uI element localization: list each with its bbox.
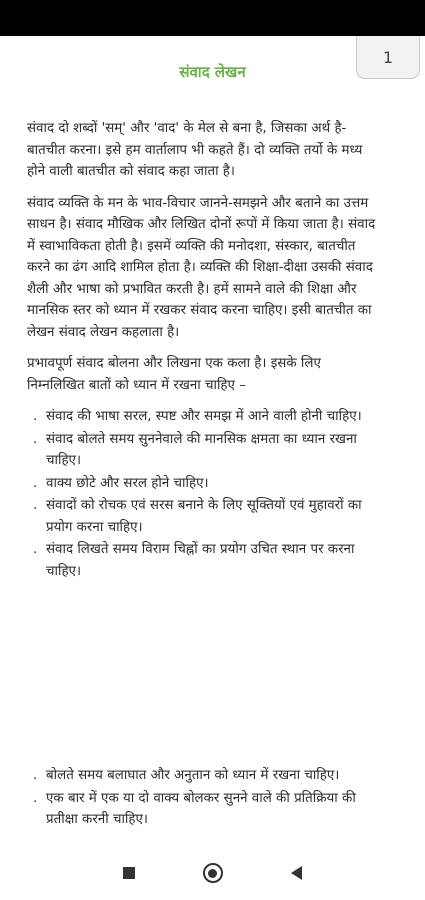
bullet-mark: .	[33, 431, 38, 447]
list-item	[27, 406, 382, 428]
circle-icon	[203, 863, 223, 883]
list-item	[27, 765, 382, 787]
guidelines-list-continued	[27, 765, 382, 831]
recents-button[interactable]	[117, 861, 141, 885]
bullet-mark: .	[33, 790, 38, 806]
bullet-mark: .	[33, 768, 38, 783]
list-item-text: वाक्य छोटे और सरल होने चाहिए।	[46, 475, 209, 491]
status-bar	[0, 0, 425, 36]
bullet-mark: .	[33, 475, 38, 491]
list-item-text: संवाद लिखते समय विराम चिह्नों का प्रयोग उचित स्थान पर करना चाहिए।	[46, 542, 355, 579]
page-title: संवाद लेखन	[179, 63, 246, 81]
square-icon	[123, 867, 135, 879]
bullet-mark: .	[33, 498, 38, 513]
back-button[interactable]	[285, 861, 309, 885]
list-item-text: संवादों को रोचक एवं सरस बनाने के लिए सूक्तियों एवं मुहावरों का प्रयोग करना चाहिए।	[46, 498, 362, 535]
document-content	[27, 118, 382, 583]
list-item-text: संवाद बोलते समय सुननेवाले की मानसिक क्षमता का ध्यान रखना चाहिए।	[46, 431, 357, 468]
navigation-bar	[0, 846, 425, 900]
list-item	[27, 429, 382, 472]
list-item	[27, 539, 382, 582]
list-item	[27, 473, 382, 495]
guidelines-list	[27, 406, 382, 582]
list-item	[27, 788, 382, 831]
list-item	[27, 495, 382, 538]
home-button[interactable]	[201, 861, 225, 885]
page-number-badge: 1	[356, 36, 420, 79]
list-item-text: बोलते समय बलाघात और अनुतान को ध्यान में रखना चाहिए।	[46, 768, 340, 783]
document-content-continued	[27, 765, 382, 832]
bullet-mark: .	[33, 409, 38, 424]
list-item-text: एक बार में एक या दो वाक्य बोलकर सुनने वाले की प्रतिक्रिया की प्रतीक्षा करनी चाहिए।	[46, 790, 356, 827]
list-item-text: संवाद की भाषा सरल, स्पष्ट और समझ में आने वाली होनी चाहिए।	[46, 409, 362, 424]
paragraph-intro: संवाद दो शब्दों 'सम्' और 'वाद' के मेल से बना है, जिसका अर्थ है-बातचीत करना। इसे हम वार्तालाप भी कहते हैं। दो व्यक्ति तर्यो के मध्य होने वाली बातचीत को संवाद कहा जाता है।	[27, 121, 363, 179]
triangle-back-icon	[291, 866, 302, 880]
paragraph-description: संवाद व्यक्ति के मन के भाव-विचार जानने-समझने और बताने का उत्तम साधन है। संवाद मौखिक और लिखित दोनों रूपों में किया जाता है। संवाद में स्वाभाविकता होती है। इसमें व्यक्ति की मनोदशा, संस्कार, बातचीत करने का ढंग आदि शामिल होता है। व्यक्ति की शिक्षा-दीक्षा उसकी संवाद शैली और भाषा को प्रभावित करती है। हमें सामने वाले की शिक्षा और मानसिक स्तर को ध्यान में रखकर संवाद करना चाहिए। इसी बातचीत का लेखन संवाद लेखन कहलाता है।	[27, 195, 376, 340]
paragraph-guidelines-intro: प्रभावपूर्ण संवाद बोलना और लिखना एक कला है। इसके लिए निम्नलिखित बातों को ध्यान में रखना चाहिए –	[27, 356, 321, 393]
bullet-mark: .	[33, 542, 38, 557]
